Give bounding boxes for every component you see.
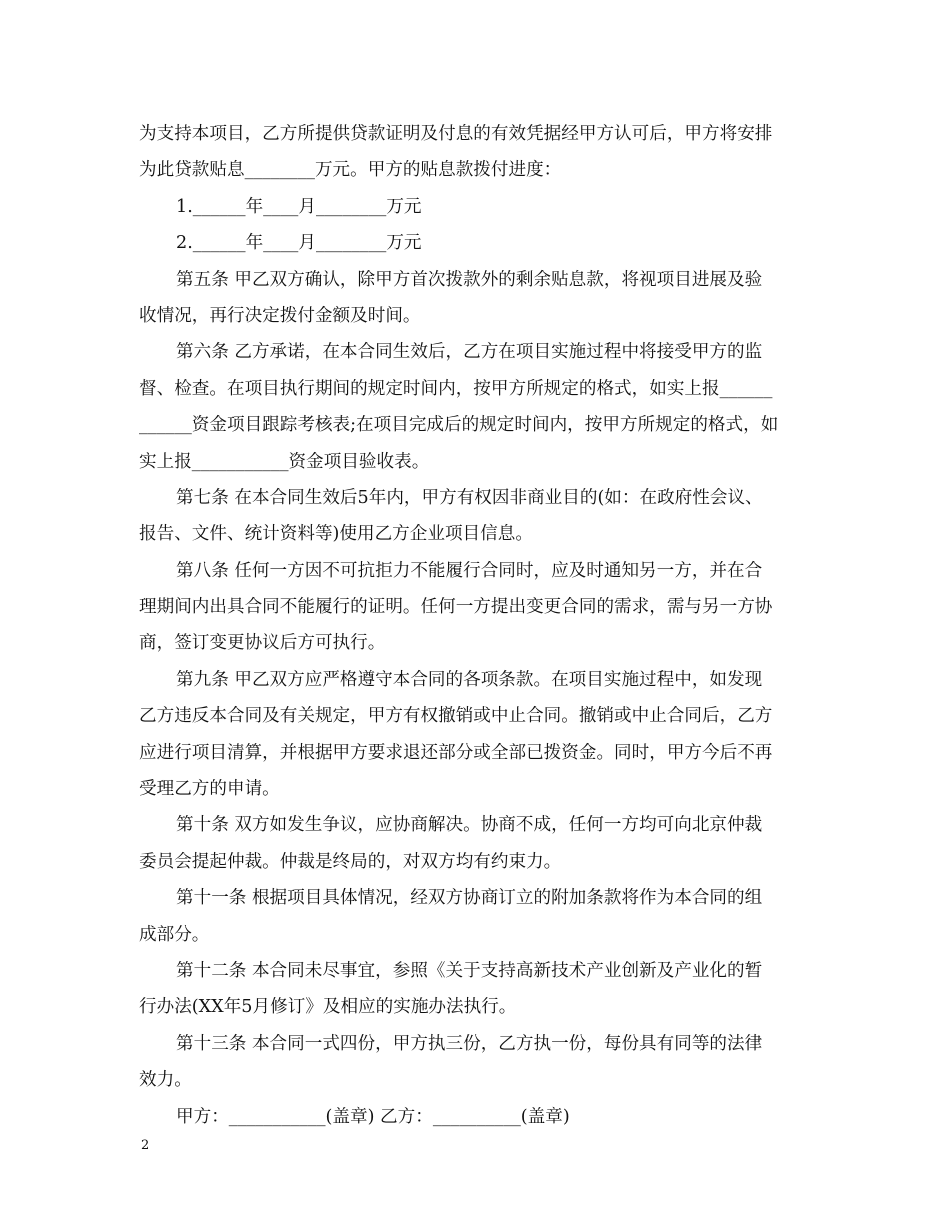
article-9-line: 第九条 甲乙双方应严格遵守本合同的各项条款。在项目实施过程中，如发现	[176, 669, 763, 690]
payment-schedule-item: 1.______年____月________万元	[176, 196, 422, 217]
article-12-line: 行办法(XX年5月修订》及相应的实施办法执行。	[139, 997, 517, 1018]
payment-schedule-item: 2.______年____月________万元	[176, 233, 422, 254]
article-6-line: 第六条 乙方承诺，在本合同生效后，乙方在项目实施过程中将接受甲方的监	[176, 342, 763, 363]
article-6-line: ______资金项目跟踪考核表;在项目完成后的规定时间内，按甲方所规定的格式，如	[139, 415, 779, 436]
page-number: 2	[141, 1138, 150, 1153]
article-8-line: 理期间内出具合同不能履行的证明。任何一方提出变更合同的需求，需与另一方协	[139, 597, 773, 618]
article-7-line: 报告、文件、统计资料等)使用乙方企业项目信息。	[139, 524, 533, 545]
article-8-line: 商，签订变更协议后方可执行。	[139, 633, 386, 654]
article-11-line: 第十一条 根据项目具体情况，经双方协商订立的附加条款将作为本合同的组	[176, 888, 763, 909]
article-10-line: 第十条 双方如发生争议，应协商解决。协商不成，任何一方均可向北京仲裁	[176, 815, 763, 836]
signature-line: 甲方：___________(盖章) 乙方：__________(盖章)	[176, 1106, 570, 1127]
paragraph-line: 为支持本项目，乙方所提供贷款证明及付息的有效凭据经甲方认可后，甲方将安排	[139, 124, 773, 144]
article-9-line: 应进行项目清算，并根据甲方要求退还部分或全部已拨资金。同时，甲方今后不再	[139, 742, 773, 763]
paragraph-line: 为此贷款贴息________万元。甲方的贴息款拨付进度：	[139, 160, 562, 181]
article-5-line: 收情况，再行决定拨付金额及时间。	[139, 305, 421, 326]
article-8-line: 第八条 任何一方因不可抗拒力不能履行合同时，应及时通知另一方，并在合	[176, 560, 763, 581]
article-6-line: 督、检查。在项目执行期间的规定时间内，按甲方所规定的格式，如实上报______	[139, 378, 773, 399]
article-9-line: 受理乙方的申请。	[139, 779, 280, 800]
article-12-line: 第十二条 本合同未尽事宜，参照《关于支持高新技术产业创新及产业化的暂	[176, 960, 763, 981]
article-13-line: 第十三条 本合同一式四份，甲方执三份，乙方执一份，每份具有同等的法律	[176, 1033, 763, 1054]
contract-body	[139, 116, 811, 1135]
article-6-line: 实上报___________资金项目验收表。	[139, 451, 430, 472]
article-13-line: 效力。	[139, 1070, 192, 1091]
article-7-line: 第七条 在本合同生效后5年内，甲方有权因非商业目的(如：在政府性会议、	[176, 487, 763, 508]
article-11-line: 成部分。	[139, 924, 210, 945]
article-9-line: 乙方违反本合同及有关规定，甲方有权撤销或中止合同。撤销或中止合同后，乙方	[139, 706, 773, 727]
article-5-line: 第五条 甲乙双方确认，除甲方首次拨款外的剩余贴息款，将视项目进展及验	[176, 269, 763, 290]
article-10-line: 委员会提起仲裁。仲裁是终局的，对双方均有约束力。	[139, 851, 562, 872]
